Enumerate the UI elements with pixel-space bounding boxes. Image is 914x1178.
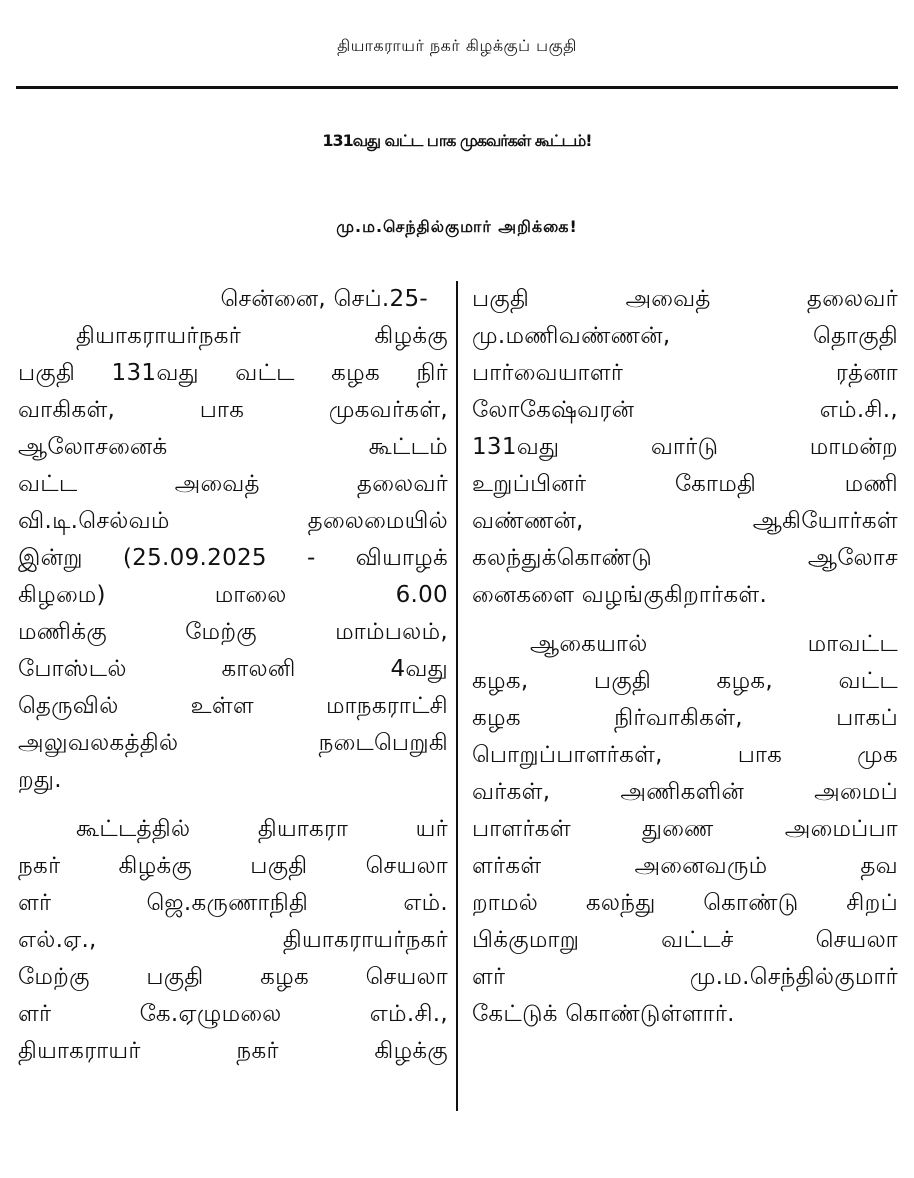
body-line: எல்.ஏ., தியாகராயர்நகர் [18, 927, 448, 953]
body-line: ஆகையால் மாவட்ட [530, 631, 898, 657]
body-line: பகுதி அவைத் தலைவர் [472, 286, 898, 312]
body-line: ளர் ஜெ.கருணாநிதி எம். [18, 890, 448, 916]
body-line: வி.டி.செல்வம் தலைமையில் [18, 508, 448, 534]
body-line: அலுவலகத்தில் நடைபெறுகி [18, 730, 448, 756]
body-line: றது. [18, 767, 62, 793]
body-line: லோகேஷ்வரன் எம்.சி., [472, 397, 898, 423]
body-line: 131வது வார்டு மாமன்ற [472, 434, 898, 460]
body-line: பார்வையாளர் ரத்னா [472, 360, 898, 386]
paragraph-gap [18, 799, 448, 811]
body-line: வண்ணன், ஆகியோர்கள் [472, 508, 898, 534]
header-divider [16, 86, 898, 89]
body-line: வர்கள், அணிகளின் அமைப் [472, 779, 898, 805]
body-line: றாமல் கலந்து கொண்டு சிறப் [472, 890, 898, 916]
paragraph-gap [472, 614, 898, 626]
body-line: ளர்கள் அனைவரும் தவ [472, 853, 898, 879]
article-body [10, 281, 904, 1111]
subheadline: மு.ம.செந்தில்குமார் அறிக்கை! [336, 217, 578, 236]
headline: 131வது வட்ட பாக முகவர்கள் கூட்டம்! [322, 131, 592, 150]
body-line: கூட்டத்தில் தியாகரா யர் [76, 816, 448, 842]
body-line: வட்ட அவைத் தலைவர் [18, 471, 448, 497]
body-line: னைகளை வழங்குகிறார்கள். [472, 582, 768, 608]
body-line: கேட்டுக் கொண்டுள்ளார். [472, 1001, 735, 1027]
dateline: சென்னை, செப்.25- [220, 286, 428, 312]
body-line: பாளர்கள் துணை அமைப்பா [472, 816, 898, 842]
body-line: மேற்கு பகுதி கழக செயலா [18, 964, 448, 990]
body-line: கலந்துக்கொண்டு ஆலோச [472, 545, 898, 571]
kicker-heading: தியாகராயர் நகர் கிழக்குப் பகுதி [337, 36, 577, 55]
body-line: பிக்குமாறு வட்டச் செயலா [472, 927, 898, 953]
right-column [458, 281, 904, 1111]
body-line: இன்று (25.09.2025 - வியாழக் [18, 545, 448, 571]
body-line: உறுப்பினர் கோமதி மணி [472, 471, 898, 497]
body-line: கழக, பகுதி கழக, வட்ட [472, 668, 898, 694]
body-line: தெருவில் உள்ள மாநகராட்சி [18, 693, 448, 719]
body-line: நகர் கிழக்கு பகுதி செயலா [18, 853, 448, 879]
body-line: தியாகராயர் நகர் கிழக்கு [18, 1038, 448, 1064]
body-line: மு.மணிவண்ணன், தொகுதி [472, 323, 898, 349]
body-line: பொறுப்பாளர்கள், பாக முக [472, 742, 898, 768]
body-line: கழக நிர்வாகிகள், பாகப் [472, 705, 898, 731]
left-column [10, 281, 456, 1111]
body-line: தியாகராயர்நகர் கிழக்கு [76, 323, 448, 349]
body-line: கிழமை) மாலை 6.00 [18, 582, 448, 608]
body-line: மணிக்கு மேற்கு மாம்பலம், [18, 619, 448, 645]
body-line: ஆலோசனைக் கூட்டம் [18, 434, 448, 460]
body-line: ளர் மு.ம.செந்தில்குமார் [472, 964, 898, 990]
body-line: போஸ்டல் காலனி 4வது [18, 656, 448, 682]
body-line: பகுதி 131வது வட்ட கழக நிர் [18, 360, 448, 386]
body-line: வாகிகள், பாக முகவர்கள், [18, 397, 448, 423]
body-line: ளர் கே.ஏழுமலை எம்.சி., [18, 1001, 448, 1027]
